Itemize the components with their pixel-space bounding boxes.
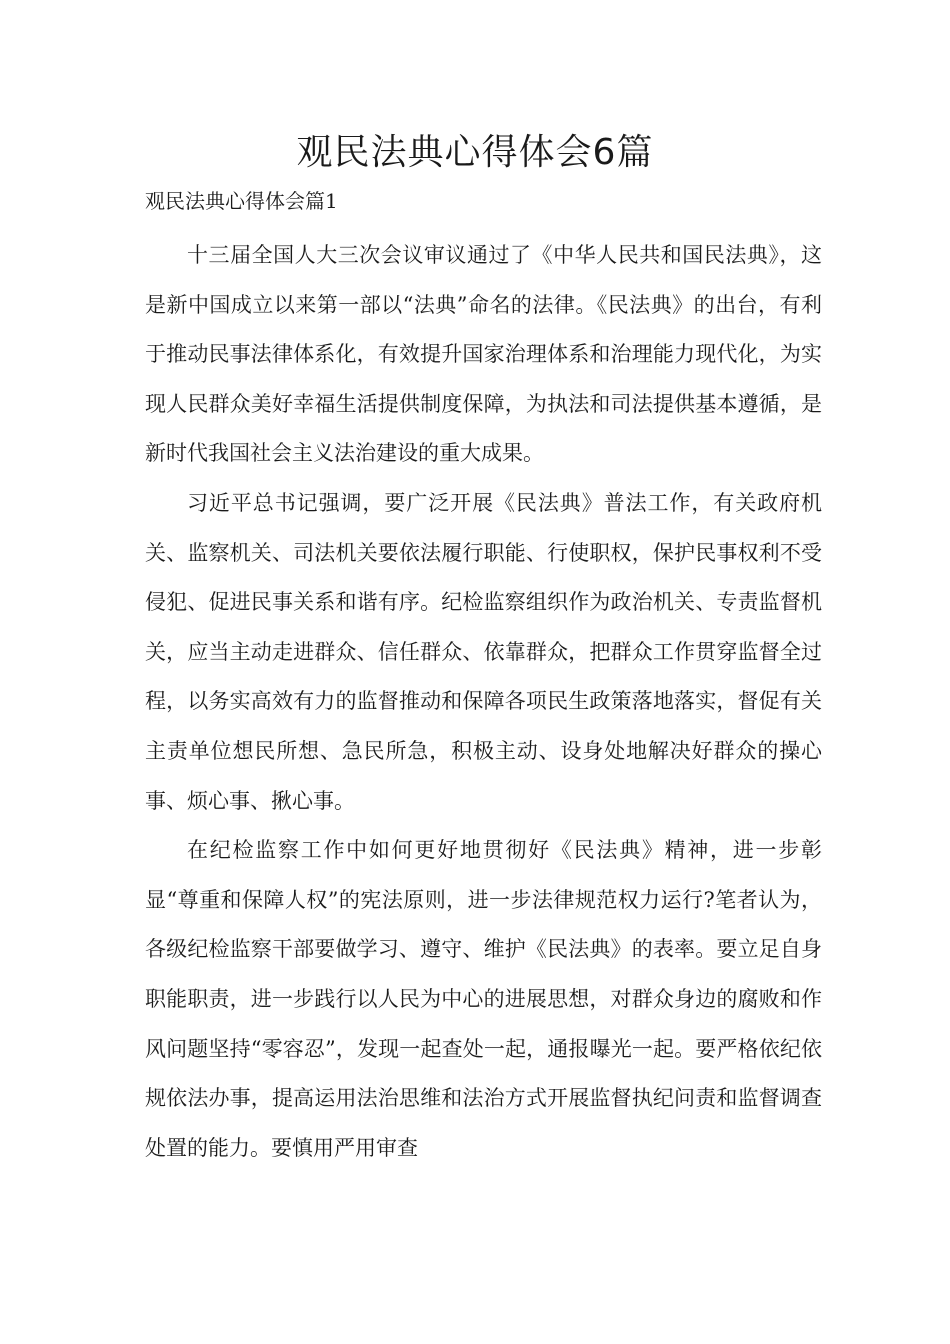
section-heading: 观民法典心得体会篇1 <box>145 189 338 213</box>
paragraph: 在纪检监察工作中如何更好地贯彻好《民法典》精神，进一步彰显“尊重和保障人权”的宪法原则，进一步法律规范权力运行?笔者认为，各级纪检监察干部要做学习、遵守、维护《民法典》的表率。要立足自身职能职责，进一步践行以人民为中心的进展思想，对群众身边的腐败和作风问题坚持“零容忍”，发现一起查处一起，通报曝光一起。要严格依纪依规依法办事，提高运用法治思维和法治方式开展监督执纪问责和监督调查处置的能力。要慎用严用审查 <box>145 838 822 1160</box>
body-text <box>145 231 822 1173</box>
document-title: 观民法典心得体会6篇 <box>296 132 654 173</box>
paragraph: 十三届全国人大三次会议审议通过了《中华人民共和国民法典》，这是新中国成立以来第一部以“法典”命名的法律。《民法典》的出台，有利于推动民事法律体系化，有效提升国家治理体系和治理能力现代化，为实现人民群众美好幸福生活提供制度保障，为执法和司法提供基本遵循，是新时代我国社会主义法治建设的重大成果。 <box>145 243 822 466</box>
paragraph: 习近平总书记强调，要广泛开展《民法典》普法工作，有关政府机关、监察机关、司法机关要依法履行职能、行使职权，保护民事权利不受侵犯、促进民事关系和谐有序。纪检监察组织作为政治机关、专责监督机关，应当主动走进群众、信任群众、依靠群众，把群众工作贯穿监督全过程，以务实高效有力的监督推动和保障各项民生政策落地落实，督促有关主责单位想民所想、急民所急，积极主动、设身处地解决好群众的操心事、烦心事、揪心事。 <box>145 490 822 813</box>
